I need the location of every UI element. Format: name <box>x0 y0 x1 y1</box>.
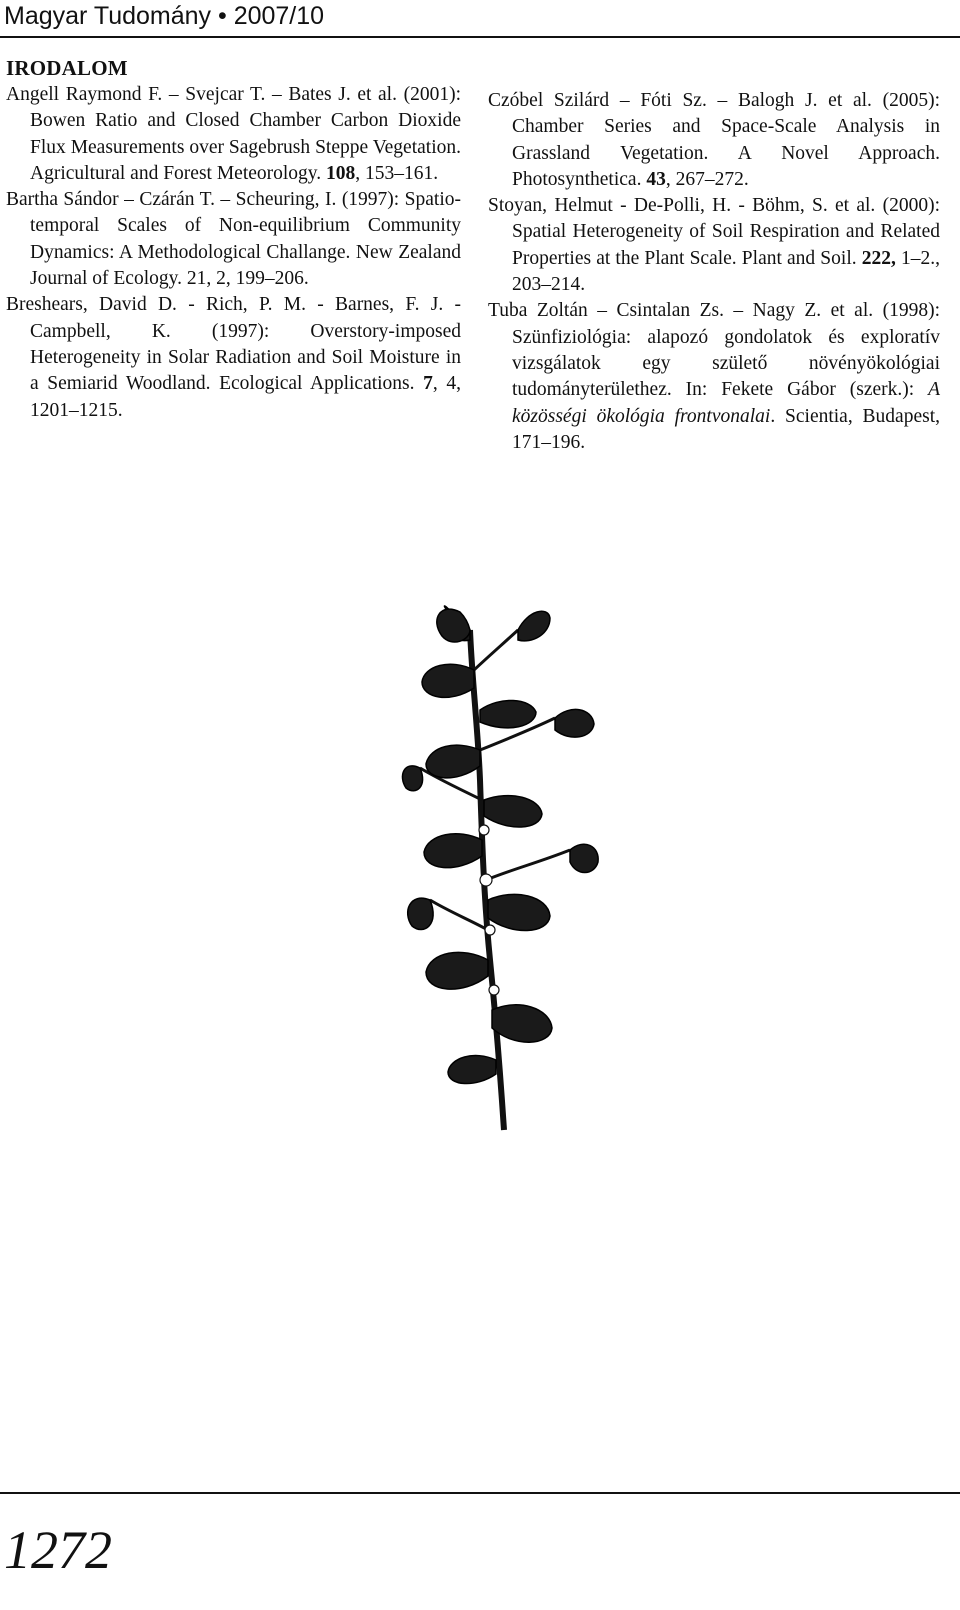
reference-item: Czóbel Szilárd – Fóti Sz. – Balogh J. et al. (2005): Chamber Series and Space-Scale Analysis in Grassland Vegetation. A Novel Approach. Photosynthetica. 43, 267–272. <box>488 90 940 190</box>
references-left-column <box>6 82 461 424</box>
reference-item: Breshears, David D. - Rich, P. M. - Barnes, F. J. - Campbell, K. (1997): Overstory-imposed Heterogeneity in Solar Radiation and Soil Moisture in a Semiarid Woodland. Ecological Applications. 7, 4, 1201–1215. <box>6 294 462 421</box>
page-number: 1272 <box>4 1520 112 1580</box>
mint-plant-engraving-icon <box>400 600 600 1140</box>
reference-item: Stoyan, Helmut - De-Polli, H. - Böhm, S. et al. (2000): Spatial Heterogeneity of Soil Respiration and Related Properties at the Plant Scale. Plant and Soil. 222, 1–2., 203–214. <box>488 195 941 296</box>
reference-item: Bartha Sándor – Czárán T. – Scheuring, I. (1997): Spatio-temporal Scales of Non-equilibrium Community Dynamics: A Methodological Challange. New Zealand Journal of Ecology. 21, 2, 199–206. <box>6 189 461 290</box>
journal-header: Magyar Tudomány • 2007/10 <box>4 2 325 30</box>
header-divider <box>0 36 960 38</box>
reference-item: Tuba Zoltán – Csintalan Zs. – Nagy Z. et al. (1998): Szünfiziológia: alapozó gondolatok és exploratív vizsgálatok egy születő növényökológiai tudományterülethez. In: Fekete Gábor (szerk.): A közösségi ökológia frontvonalai. Scientia, Budapest, 171–196. <box>488 300 940 453</box>
footer-divider <box>0 1492 960 1494</box>
references-right-column <box>488 88 940 456</box>
references-heading: IRODALOM <box>6 56 128 80</box>
reference-item: Angell Raymond F. – Svejcar T. – Bates J. et al. (2001): Bowen Ratio and Closed Chamber Carbon Dioxide Flux Measurements over Sagebrush Steppe Vegetation. Agricultural and Forest Meteorology. 108, 153–161. <box>6 84 461 184</box>
